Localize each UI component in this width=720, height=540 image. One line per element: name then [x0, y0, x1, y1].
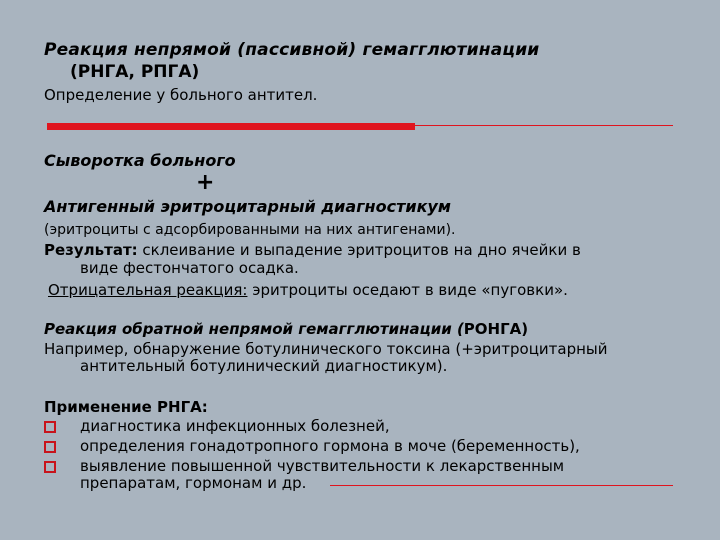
definition-text: Определение у больного антител.	[44, 86, 318, 104]
rong-example: Например, обнаружение ботулинического токсина (+эритроцитарный	[44, 340, 608, 358]
application-item-1: диагностика инфекционных болезней,	[80, 417, 390, 435]
rong-abbr: РОНГА)	[463, 320, 529, 338]
result-text: склеивание и выпадение эритроцитов на дно ячейки в	[137, 241, 581, 259]
negative-text: эритроциты оседают в виде «пуговки».	[247, 281, 568, 299]
diagnosticum-label: Антигенный эритроцитарный диагностикум	[44, 197, 451, 216]
page-title-abbr: (РНГА, РПГА)	[70, 62, 200, 82]
result-label: Результат:	[44, 241, 138, 259]
bullet-square-icon	[44, 441, 56, 453]
negative-line	[48, 281, 568, 299]
result-line	[44, 241, 581, 259]
plus-sign: +	[196, 170, 215, 195]
rong-title-text: Реакция обратной непрямой гемагглютинации (	[44, 320, 464, 338]
negative-label: Отрицательная реакция:	[48, 281, 248, 299]
application-item-2: определения гонадотропного гормона в моче (беременность),	[80, 437, 580, 455]
application-item-3-cont: препаратам, гормонам и др.	[80, 474, 307, 492]
bottom-divider-line	[330, 485, 673, 486]
bullet-square-icon	[44, 421, 56, 433]
serum-label: Сыворотка больного	[44, 151, 236, 170]
rong-title	[44, 320, 528, 338]
result-text-cont: виде фестончатого осадка.	[80, 259, 299, 277]
red-divider-line	[415, 125, 673, 126]
page-title: Реакция непрямой (пассивной) гемагглютинации	[44, 40, 540, 60]
application-heading: Применение РНГА:	[44, 398, 208, 416]
red-divider-bar	[47, 123, 415, 130]
rong-example-cont: антительный ботулинический диагностикум).	[80, 357, 448, 375]
application-item-3: выявление повышенной чувствительности к лекарственным	[80, 457, 565, 475]
diagnosticum-note: (эритроциты с адсорбированными на них антигенами).	[44, 222, 456, 238]
bullet-square-icon	[44, 461, 56, 473]
